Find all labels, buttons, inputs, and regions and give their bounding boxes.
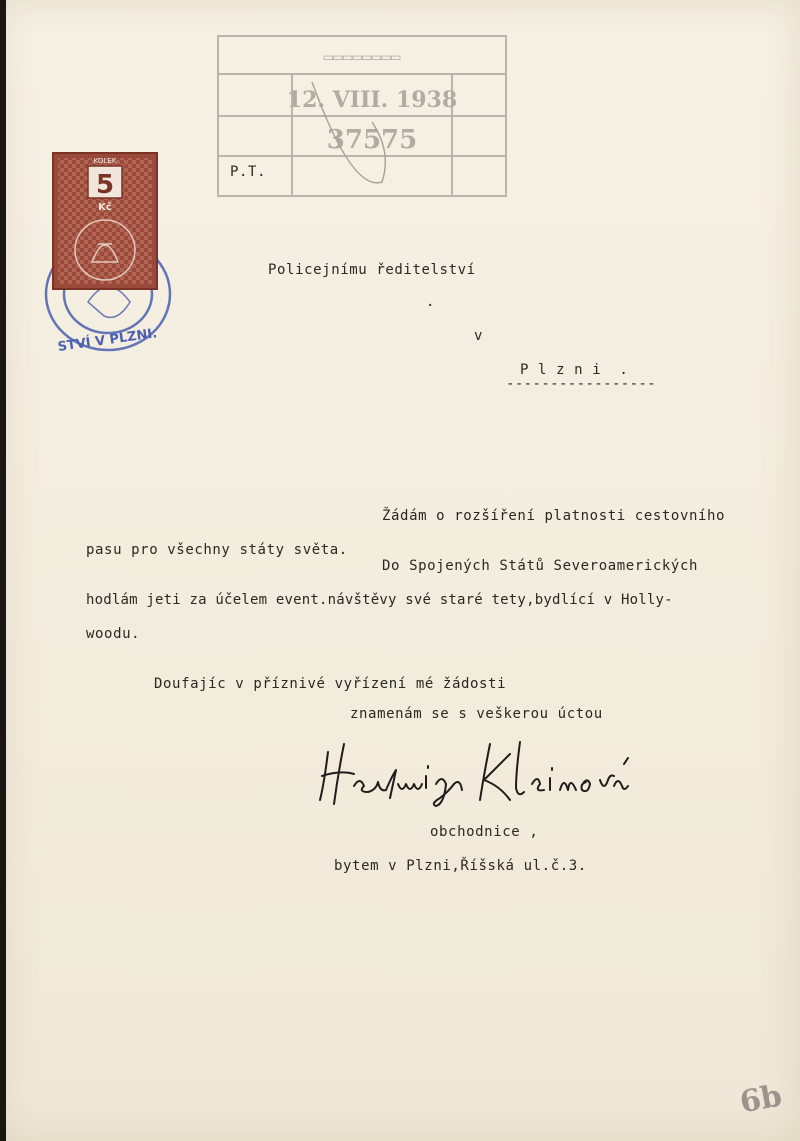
- duty-stamp-currency: Kč: [98, 202, 112, 213]
- body-line-1: Žádám o rozšíření platnosti cestovního: [382, 508, 726, 524]
- sender-address: bytem v Plzni,Říšská ul.č.3.: [334, 858, 587, 874]
- addressee-dot: .: [426, 294, 436, 310]
- registry-stamp-heading-text: ▭▭▭▭▭▭▭▭: [323, 47, 401, 66]
- sender-occupation: obchodnice ,: [430, 824, 539, 840]
- body-line-4: hodlám jeti za účelem event.návštěvy své staré tety,bydlící v Holly-: [86, 592, 673, 608]
- scan-edge: [0, 0, 6, 1141]
- city: P l z n i .: [520, 362, 629, 378]
- duty-stamp-value: 5: [95, 170, 115, 200]
- salutation: P.T.: [230, 164, 267, 180]
- body-line-3: Do Spojených Států Severoamerických: [382, 558, 699, 574]
- body-line-5: woodu.: [86, 626, 141, 642]
- registry-stamp-date: 12. VIII. 1938: [286, 87, 458, 113]
- handwritten-signature: [314, 734, 634, 814]
- closing-line-1: Doufajíc v příznivé vyřízení mé žádosti: [154, 676, 507, 692]
- pencil-folio-note: 6b: [737, 1078, 785, 1121]
- body-line-2: pasu pro všechny státy světa.: [86, 542, 348, 558]
- registry-stamp-number: 37575: [326, 125, 418, 155]
- preposition: v: [474, 328, 484, 344]
- blue-seal-text: STVÍ V PLZNI.: [56, 326, 159, 355]
- city-underline: -----------------: [506, 376, 657, 392]
- duty-stamp: [52, 152, 158, 290]
- closing-line-2: znamenám se s veškerou úctou: [350, 706, 603, 722]
- addressee: Policejnímu ředitelství: [268, 262, 476, 278]
- duty-stamp-label: KOLEK: [93, 157, 117, 165]
